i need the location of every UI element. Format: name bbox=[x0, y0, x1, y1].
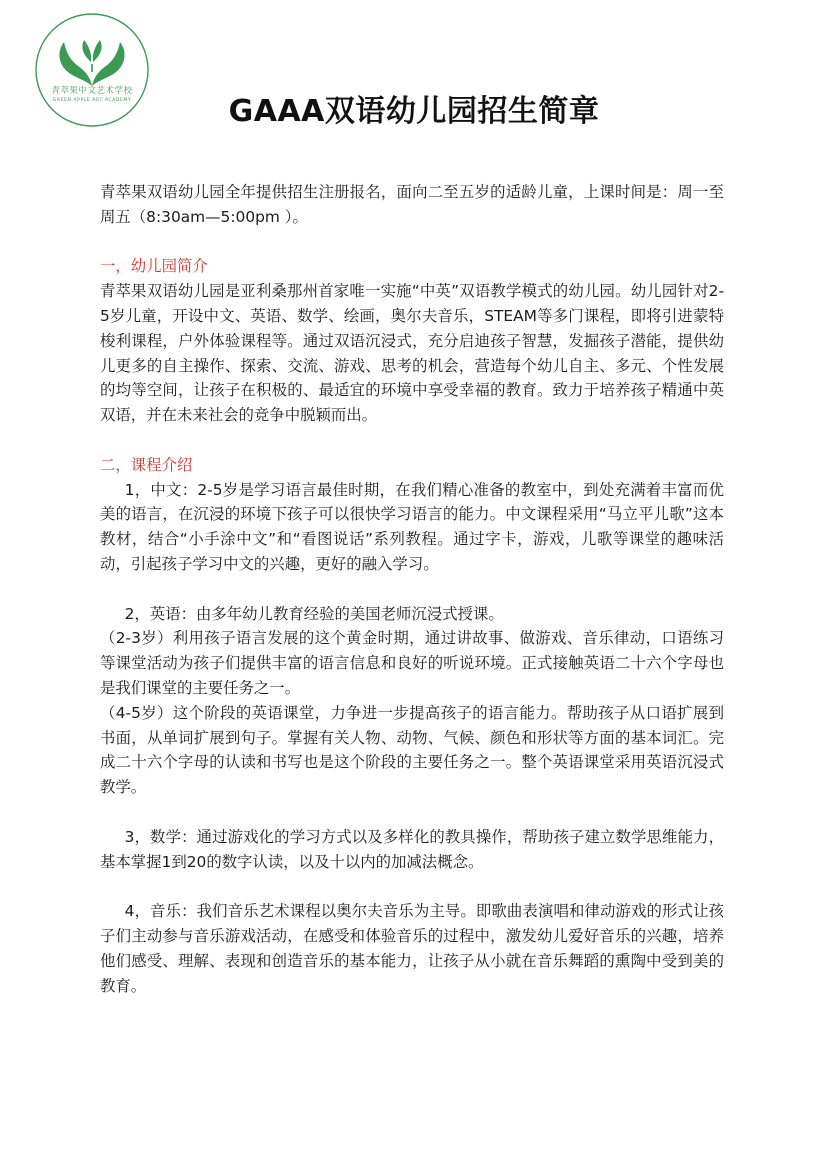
course-math-paragraph: 3，数学：通过游戏化的学习方式以及多样化的教具操作，帮助孩子建立数学思维能力，基本掌握1到20的数字认读，以及十以内的加减法概念。 bbox=[100, 827, 724, 871]
course-english-age-2-3: （2-3岁）利用孩子语言发展的这个黄金时期，通过讲故事、做游戏、音乐律动，口语练习等课堂活动为孩子们提供丰富的语言信息和良好的听说环境。正式接触英语二十六个字母也是我们课堂的主要任务之一。 bbox=[100, 629, 724, 697]
course-music-paragraph: 4，音乐：我们音乐艺术课程以奥尔夫音乐为主导。即歌曲表演唱和律动游戏的形式让孩子们主动参与音乐游戏活动，在感受和体验音乐的过程中，激发幼儿爱好音乐的兴趣，培养他们感受、理解、表现和创造音乐的基本能力，让孩子从小就在音乐舞蹈的熏陶中受到美的教育。 bbox=[100, 902, 724, 995]
section-heading-courses: 二，课程介绍 bbox=[100, 455, 193, 474]
page-title: GAAA双语幼儿园招生简章 bbox=[228, 94, 600, 129]
document-body bbox=[100, 180, 724, 998]
intro-paragraph: 青萃果双语幼儿园全年提供招生注册报名，面向二至五岁的适龄儿童，上课时间是：周一至周五（8:30am—5:00pm ）。 bbox=[100, 183, 724, 226]
kindergarten-intro-paragraph: 青萃果双语幼儿园是亚利桑那州首家唯一实施“中英”双语教学模式的幼儿园。幼儿园针对2-5岁儿童，开设中文、英语、数学、绘画，奥尔夫音乐，STEAM等多门课程，即将引进蒙特梭利课程，户外体验课程等。通过双语沉浸式，充分启迪孩子智慧，发掘孩子潜能，提供幼儿更多的自主操作、探索、交流、游戏、思考的机会，营造每个幼儿自主、多元、个性发展的均等空间，让孩子在积极的、最适宜的环境中享受幸福的教育。致力于培养孩子精通中英双语，并在未来社会的竞争中脱颖而出。 bbox=[100, 282, 724, 425]
section-heading-kindergarten-intro: 一，幼儿园简介 bbox=[100, 257, 208, 276]
course-english-age-4-5: （4-5岁）这个阶段的英语课堂，力争进一步提高孩子的语言能力。帮助孩子从口语扩展到书面，从单词扩展到句子。掌握有关人物、动物、气候、颜色和形状等方面的基本词汇。完成二十六个字母的认读和书写也是这个阶段的主要任务之一。整个英语课堂采用英语沉浸式教学。 bbox=[100, 703, 724, 797]
logo-chinese-name: 青萃果中文艺术学校 bbox=[51, 86, 133, 96]
course-chinese-paragraph: 1，中文：2-5岁是学习语言最佳时期，在我们精心准备的教室中，到处充满着丰富而优美的语言，在沉浸的环境下孩子可以很快学习语言的能力。中文课程采用“马立平儿歌”这本教材，结合“小手涂中文”和“看图说话”系列教程。通过字卡，游戏，儿歌等课堂的趣味活动，引起孩子学习中文的兴趣，更好的融入学习。 bbox=[100, 480, 724, 573]
course-english-intro: 2，英语：由多年幼儿教育经验的美国老师沉浸式授课。 bbox=[124, 604, 504, 623]
logo-english-name: GREEN APPLE ART ACADEMY bbox=[52, 98, 132, 103]
